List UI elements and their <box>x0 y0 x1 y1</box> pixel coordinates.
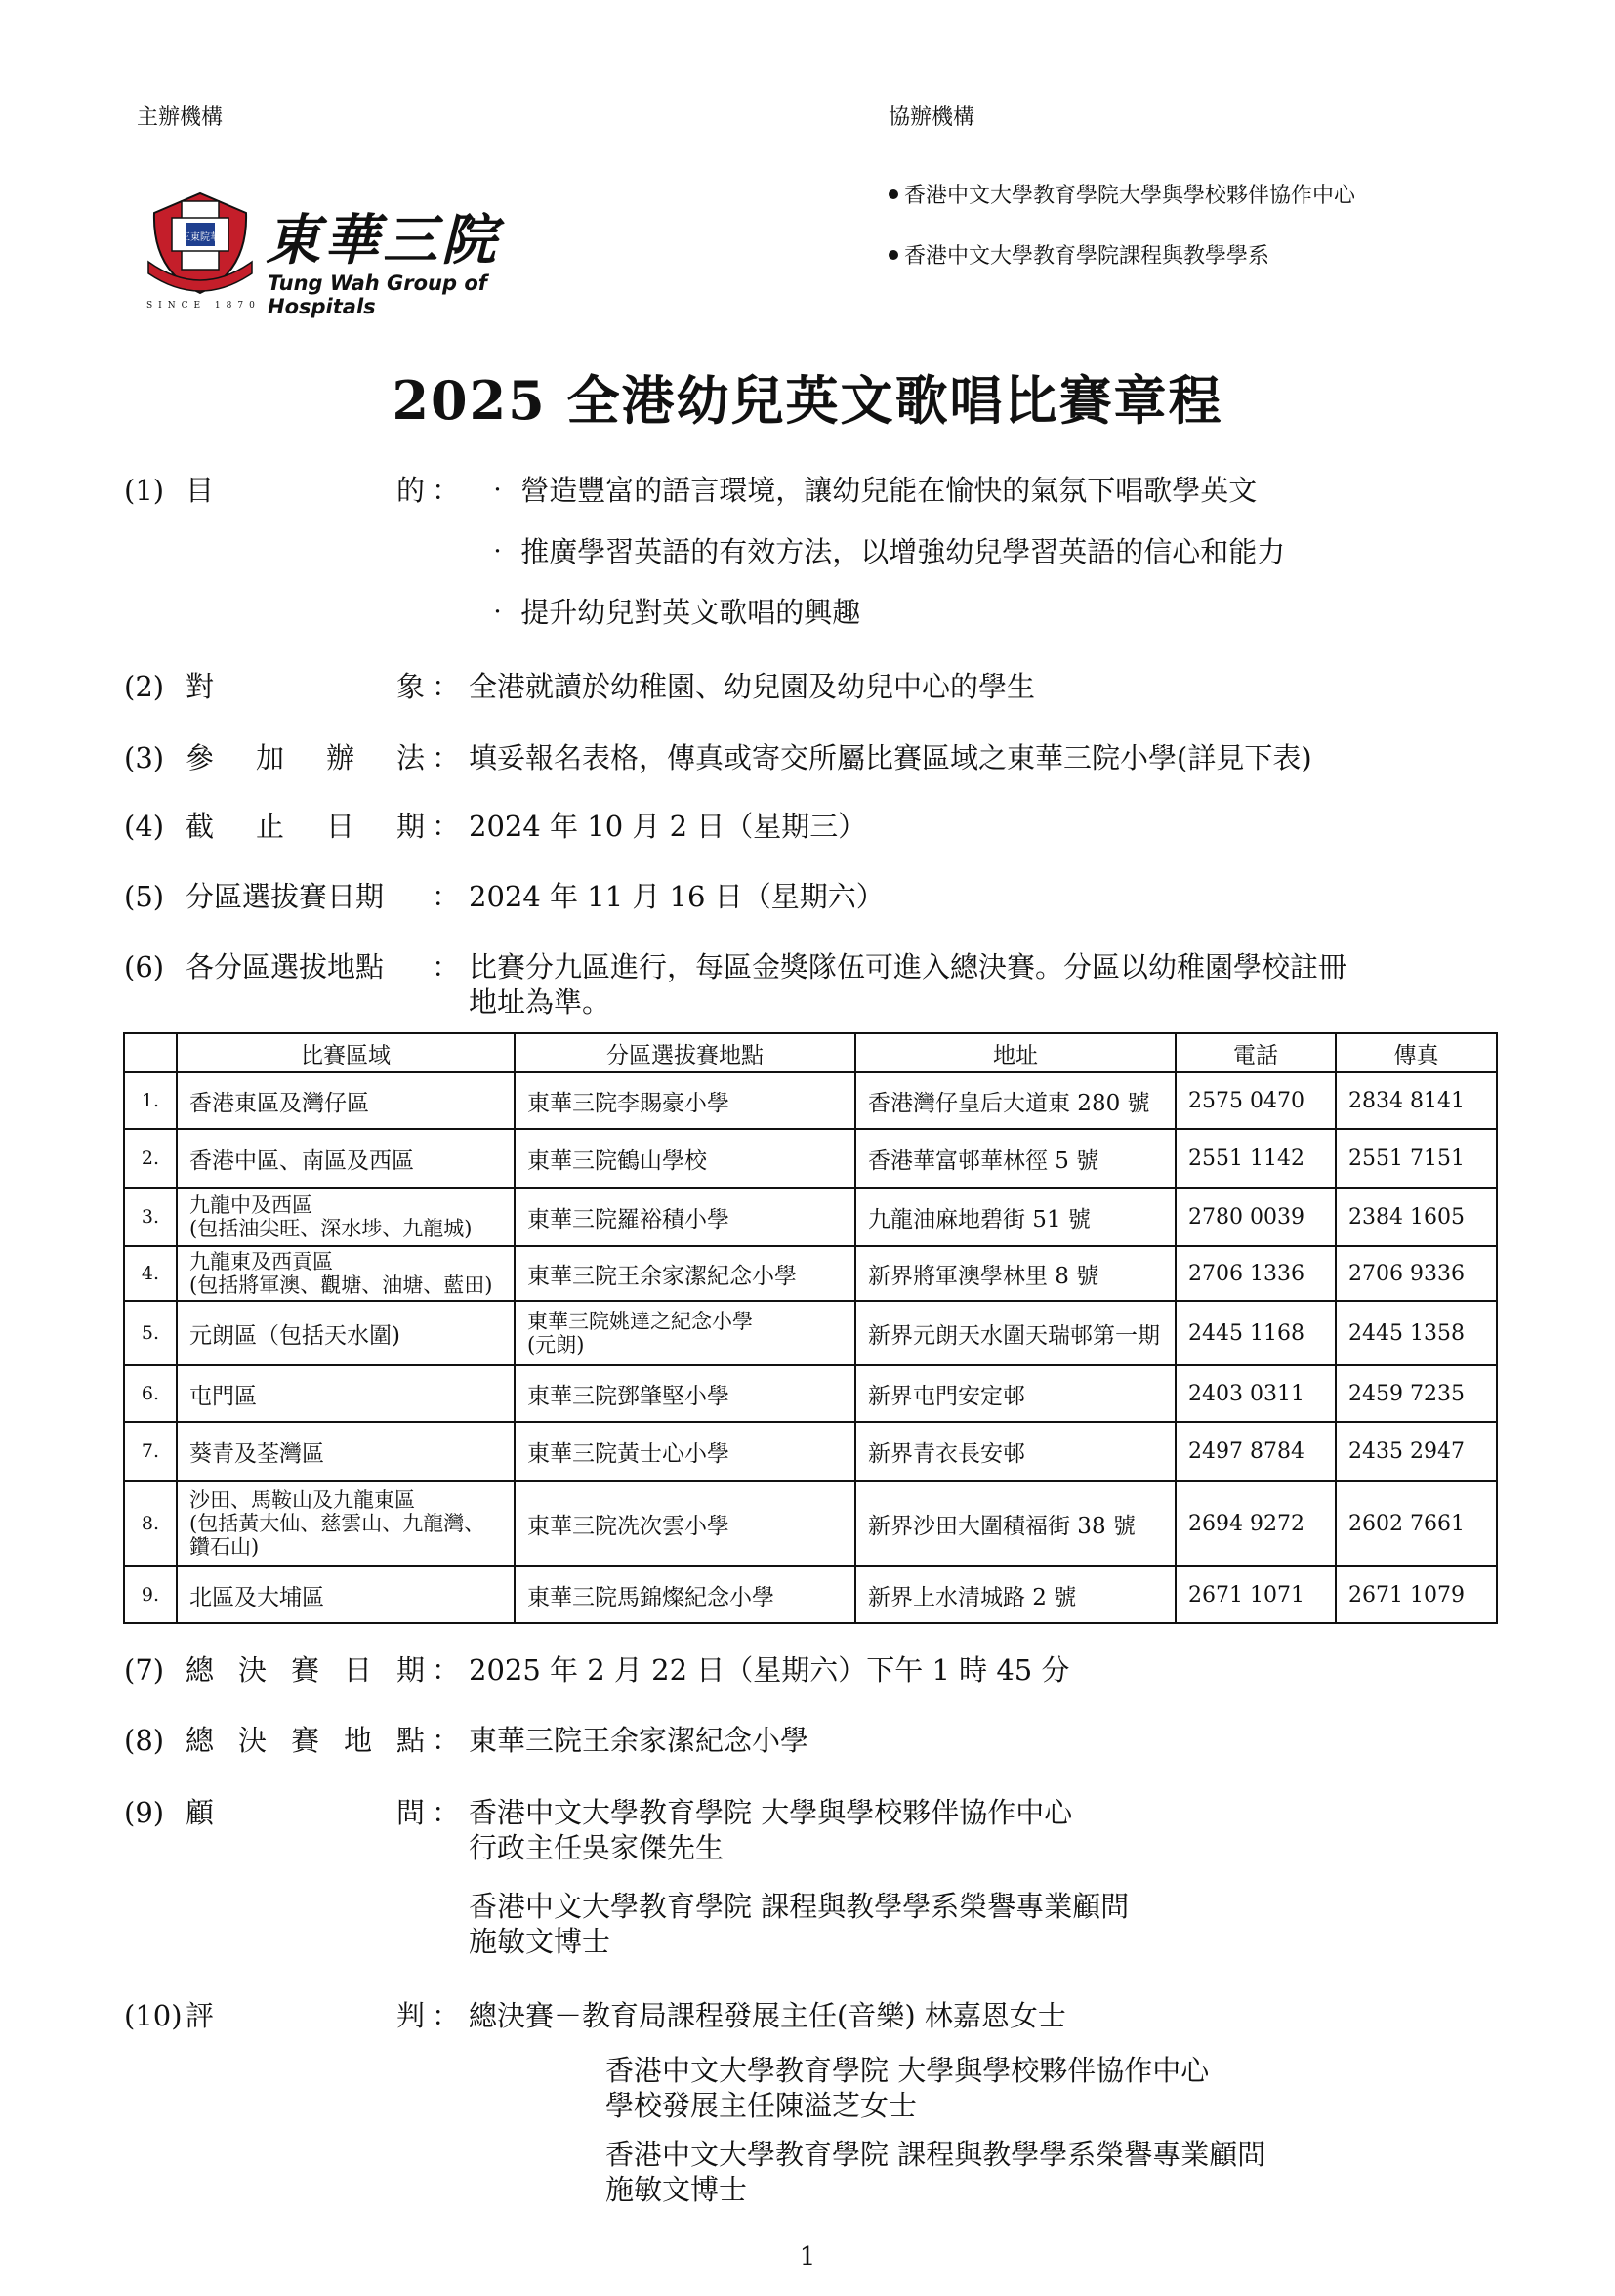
venue-cell: 東華三院黃士心小學 <box>515 1422 855 1481</box>
region-cell: 沙田、馬鞍山及九龍東區 (包括黃大仙、慈雲山、九龍灣、鑽石山) <box>177 1481 515 1566</box>
section-target: (2) 對 象 ： 全港就讀於幼稚園、幼兒園及幼兒中心的學生 <box>124 670 1036 703</box>
column-header: 比賽區域 <box>177 1033 515 1072</box>
section-venues: (6) 各分區選拔地點 ： 比賽分九區進行，每區金獎隊伍可進入總決賽。分區以幼稚園學校註冊 地址為準。 <box>124 950 1347 1019</box>
fax-cell: 2435 2947 <box>1336 1422 1497 1481</box>
page-number: 1 <box>799 2242 816 2272</box>
column-header: 地址 <box>855 1033 1176 1072</box>
objective-bullet: ‧ 營造豐富的語言環境，讓幼兒能在愉快的氣氛下唱歌學英文 <box>483 474 1258 507</box>
address-cell: 新界元朗天水圍天瑞邨第一期 <box>855 1301 1176 1365</box>
address-cell: 新界屯門安定邨 <box>855 1365 1176 1422</box>
fax-cell: 2384 1605 <box>1336 1188 1497 1246</box>
region-cell: 九龍東及西貢區 (包括將軍澳、觀塘、油塘、藍田) <box>177 1246 515 1301</box>
address-cell: 新界沙田大圍積福街 38 號 <box>855 1481 1176 1566</box>
phone-cell: 2671 1071 <box>1176 1566 1336 1623</box>
row-index: 4. <box>124 1246 177 1301</box>
venue-cell: 東華三院李賜豪小學 <box>515 1072 855 1129</box>
judge-line: 總決賽－教育局課程發展主任(音樂) 林嘉恩女士 <box>469 1999 1066 2032</box>
organizer-label: 主辦機構 <box>137 105 224 130</box>
address-cell: 香港灣仔皇后大道東 280 號 <box>855 1072 1176 1129</box>
venue-cell: 東華三院羅裕積小學 <box>515 1188 855 1246</box>
logo-name-en: Tung Wah Group of Hospitals <box>268 271 487 318</box>
co-organizer-item: 香港中文大學教育學院課程與教學學系 <box>889 239 1269 270</box>
row-index: 1. <box>124 1072 177 1129</box>
deadline-text: 2024 年 10 月 2 日（星期三） <box>469 810 867 843</box>
venue-cell: 東華三院冼次雲小學 <box>515 1481 855 1566</box>
venue-cell: 東華三院鶴山學校 <box>515 1129 855 1188</box>
judge-line: 香港中文大學教育學院 大學與學校夥伴協作中心 <box>605 2054 1210 2087</box>
venue-cell: 東華三院馬錦燦紀念小學 <box>515 1566 855 1623</box>
fax-cell: 2834 8141 <box>1336 1072 1497 1129</box>
table-row <box>124 1072 1497 1129</box>
row-index: 9. <box>124 1566 177 1623</box>
phone-cell: 2551 1142 <box>1176 1129 1336 1188</box>
address-cell: 香港華富邨華林徑 5 號 <box>855 1129 1176 1188</box>
section-final-venue: (8) 總 決 賽 地 點 ： 東華三院王余家潔紀念小學 <box>124 1724 809 1757</box>
judge-line: 香港中文大學教育學院 課程與教學學系榮譽專業顧問 <box>605 2138 1266 2171</box>
logo-name-cn: 東華三院 <box>266 208 500 272</box>
logo-since-text: SINCE 1870 <box>146 301 261 311</box>
section-district-date: (5) 分區選拔賽日期 ： 2024 年 11 月 16 日（星期六） <box>124 880 885 913</box>
column-header: 分區選拔賽地點 <box>515 1033 855 1072</box>
method-text: 填妥報名表格，傳真或寄交所屬比賽區域之東華三院小學(詳見下表) <box>469 741 1312 774</box>
fax-cell: 2671 1079 <box>1336 1566 1497 1623</box>
objective-bullet: ‧ 推廣學習英語的有效方法，以增強幼兒學習英語的信心和能力 <box>483 535 1286 568</box>
section-objective: (1) 目 的 ： <box>124 474 461 507</box>
final-date-text: 2025 年 2 月 22 日（星期六）下午 1 時 45 分 <box>469 1653 1070 1687</box>
fax-cell: 2459 7235 <box>1336 1365 1497 1422</box>
section-judges: (10) 評 判 ： 總決賽－教育局課程發展主任(音樂) 林嘉恩女士 香港中文大學教育學院 大學與學校夥伴協作中心 學校發展主任陳溢芝女士 香港中文大學教育學院 課程與教學學系榮譽專業顧問 施敏文博士 <box>124 1999 1266 2206</box>
column-header: 傳真 <box>1336 1033 1497 1072</box>
region-cell: 香港中區、南區及西區 <box>177 1129 515 1188</box>
venue-cell: 東華三院鄧肇堅小學 <box>515 1365 855 1422</box>
judge-line: 學校發展主任陳溢芝女士 <box>605 2089 918 2122</box>
phone-cell: 2706 1336 <box>1176 1246 1336 1301</box>
phone-cell: 2575 0470 <box>1176 1072 1336 1129</box>
objective-bullet: ‧ 提升幼兒對英文歌唱的興趣 <box>483 596 861 629</box>
page-title: 2025 全港幼兒英文歌唱比賽章程 <box>392 369 1223 432</box>
section-advisors: (9) 顧 問 ： 香港中文大學教育學院 大學與學校夥伴協作中心 行政主任吳家傑先生 香港中文大學教育學院 課程與教學學系榮譽專業顧問 施敏文博士 <box>124 1796 1130 1958</box>
advisor-line: 施敏文博士 <box>469 1925 611 1958</box>
row-index: 5. <box>124 1301 177 1365</box>
table-row <box>124 1246 1497 1301</box>
section-final-date: (7) 總 決 賽 日 期 ： 2025 年 2 月 22 日（星期六）下午 1 時 45 分 <box>124 1653 1070 1687</box>
region-cell: 香港東區及灣仔區 <box>177 1072 515 1129</box>
tung-wah-crest-icon <box>143 184 258 309</box>
fax-cell: 2551 7151 <box>1336 1129 1497 1188</box>
region-cell: 屯門區 <box>177 1365 515 1422</box>
venue-cell: 東華三院姚達之紀念小學 (元朗) <box>515 1301 855 1365</box>
row-index: 7. <box>124 1422 177 1481</box>
fax-cell: 2602 7661 <box>1336 1481 1497 1566</box>
row-index: 2. <box>124 1129 177 1188</box>
advisor-line: 香港中文大學教育學院 課程與教學學系榮譽專業顧問 <box>469 1890 1130 1923</box>
row-index: 8. <box>124 1481 177 1566</box>
region-cell: 北區及大埔區 <box>177 1566 515 1623</box>
address-cell: 九龍油麻地碧街 51 號 <box>855 1188 1176 1246</box>
svg-text:三東院華: 三東院華 <box>181 232 220 243</box>
column-header: 電話 <box>1176 1033 1336 1072</box>
section-method: (3) 參 加 辦 法 ： 填妥報名表格，傳真或寄交所屬比賽區域之東華三院小學(詳見下表) <box>124 741 1312 774</box>
address-cell: 新界青衣長安邨 <box>855 1422 1176 1481</box>
table-row <box>124 1481 1497 1566</box>
venues-text: 比賽分九區進行，每區金獎隊伍可進入總決賽。分區以幼稚園學校註冊 <box>469 950 1347 983</box>
phone-cell: 2694 9272 <box>1176 1481 1336 1566</box>
table-row <box>124 1365 1497 1422</box>
table-row <box>124 1188 1497 1246</box>
fax-cell: 2706 9336 <box>1336 1246 1497 1301</box>
district-date-text: 2024 年 11 月 16 日（星期六） <box>469 880 885 913</box>
region-cell: 葵青及荃灣區 <box>177 1422 515 1481</box>
table-row <box>124 1129 1497 1188</box>
table-row <box>124 1301 1497 1365</box>
phone-cell: 2780 0039 <box>1176 1188 1336 1246</box>
advisor-line: 行政主任吳家傑先生 <box>469 1831 725 1864</box>
region-cell: 九龍中及西區 (包括油尖旺、深水埗、九龍城) <box>177 1188 515 1246</box>
judge-line: 施敏文博士 <box>605 2173 748 2206</box>
co-organizer-label: 協辦機構 <box>889 105 975 130</box>
final-venue-text: 東華三院王余家潔紀念小學 <box>469 1724 809 1757</box>
phone-cell: 2403 0311 <box>1176 1365 1336 1422</box>
co-organizer-item: 香港中文大學教育學院大學與學校夥伴協作中心 <box>889 179 1355 209</box>
fax-cell: 2445 1358 <box>1336 1301 1497 1365</box>
advisor-line: 香港中文大學教育學院 大學與學校夥伴協作中心 <box>469 1796 1073 1829</box>
section-deadline: (4) 截 止 日 期 ： 2024 年 10 月 2 日（星期三） <box>124 810 867 843</box>
tung-wah-logo <box>137 184 547 318</box>
venue-cell: 東華三院王余家潔紀念小學 <box>515 1246 855 1301</box>
phone-cell: 2497 8784 <box>1176 1422 1336 1481</box>
bullet-dot-icon <box>889 250 898 260</box>
target-text: 全港就讀於幼稚園、幼兒園及幼兒中心的學生 <box>469 670 1036 703</box>
address-cell: 新界將軍澳學林里 8 號 <box>855 1246 1176 1301</box>
regions-table <box>123 1032 1498 1624</box>
region-cell: 元朗區（包括天水圍) <box>177 1301 515 1365</box>
section-label: 目 的 <box>186 474 425 507</box>
column-header <box>124 1033 177 1072</box>
address-cell: 新界上水清城路 2 號 <box>855 1566 1176 1623</box>
table-header-row <box>124 1033 1497 1072</box>
venues-text-line2: 地址為準。 <box>469 985 611 1019</box>
row-index: 3. <box>124 1188 177 1246</box>
bullet-dot-icon <box>889 189 898 199</box>
phone-cell: 2445 1168 <box>1176 1301 1336 1365</box>
table-row <box>124 1566 1497 1623</box>
table-row <box>124 1422 1497 1481</box>
row-index: 6. <box>124 1365 177 1422</box>
